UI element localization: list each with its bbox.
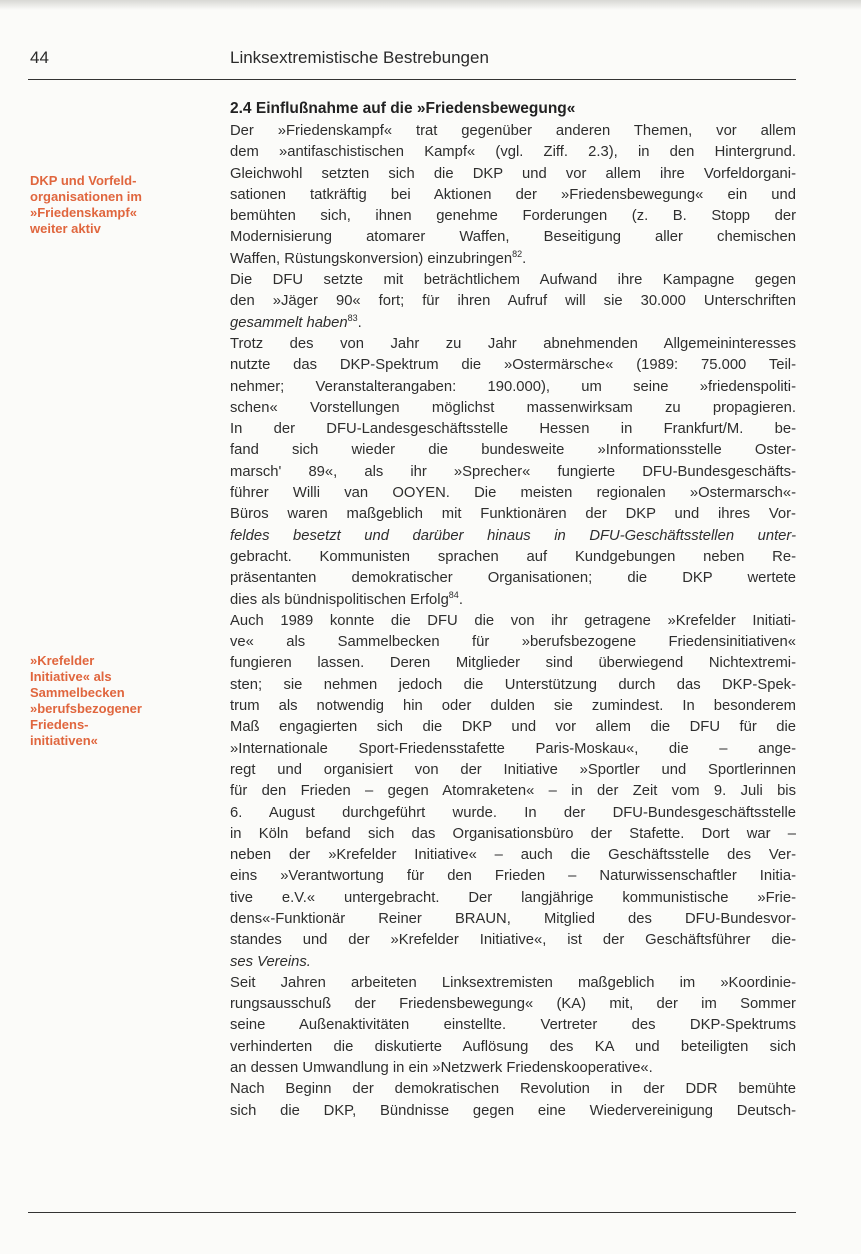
body-line bbox=[230, 185, 796, 206]
body-line bbox=[230, 227, 796, 248]
body-line-text: seine Außenaktivitäten einstellte. Vertreter des DKP-Spektrums bbox=[230, 1017, 796, 1034]
footnote-reference: 83 bbox=[347, 312, 358, 323]
margin-note-line: organisationen im bbox=[30, 189, 142, 204]
body-line-text: an dessen Umwandlung in ein »Netzwerk Friedenskooperative«. bbox=[230, 1060, 653, 1077]
body-line-text: feldes besetzt und darüber hinaus in DFU-Geschäftsstellen unter- bbox=[230, 527, 796, 544]
margin-note-line: initiativen« bbox=[30, 733, 98, 748]
body-line bbox=[230, 675, 796, 696]
body-line bbox=[230, 888, 796, 909]
body-line bbox=[230, 994, 796, 1015]
body-line-text: Gleichwohl setzten sich die DKP und vor allem ihre Vorfeldorgani- bbox=[230, 165, 796, 182]
body-line bbox=[230, 1015, 796, 1036]
body-line-text: führer Willi van OOYEN. Die meisten regionalen »Ostermarsch«- bbox=[230, 485, 796, 502]
margin-note-dkp-friedenskampf bbox=[30, 173, 205, 237]
body-line bbox=[230, 653, 796, 674]
margin-note-line: »Friedenskampf« bbox=[30, 205, 137, 220]
body-line-text: »Internationale Sport-Friedensstafette Paris-Moskau«, die – ange- bbox=[230, 740, 796, 757]
body-line bbox=[230, 206, 796, 227]
body-line-text: Waffen, Rüstungskonversion) einzubringen bbox=[230, 250, 513, 267]
body-line-text: In der DFU-Landesgeschäftsstelle Hessen in Frankfurt/M. be- bbox=[230, 421, 796, 438]
body-line-text: gesammelt haben bbox=[230, 314, 348, 331]
line-end-punctuation: . bbox=[458, 591, 463, 608]
body-line bbox=[230, 121, 796, 142]
body-line-text: bemühten sich, ihnen genehme Forderungen (z. B. Stopp der bbox=[230, 208, 796, 225]
body-line bbox=[230, 824, 796, 845]
body-line-text: tive e.V.« untergebracht. Der langjährige kommunistische »Frie- bbox=[230, 889, 796, 906]
body-line-text: regt und organisiert von der Initiative »Sportler und Sportlerinnen bbox=[230, 761, 796, 778]
body-line bbox=[230, 355, 796, 376]
body-line bbox=[230, 291, 796, 312]
body-line-text: fand sich wieder die bundesweite »Informationsstelle Oster- bbox=[230, 442, 796, 459]
body-line bbox=[230, 377, 796, 398]
body-line bbox=[230, 973, 796, 994]
body-line-text: neben der »Krefelder Initiative« – auch die Geschäftsstelle des Ver- bbox=[230, 847, 796, 864]
body-line bbox=[230, 164, 796, 185]
body-line-text: fungieren lassen. Deren Mitglieder sind überwiegend Nichtextremi- bbox=[230, 655, 796, 672]
body-line-text: gebracht. Kommunisten sprachen auf Kundgebungen neben Re- bbox=[230, 548, 796, 565]
body-line-text: rungsausschuß der Friedensbewegung« (KA) mit, der im Sommer bbox=[230, 996, 796, 1013]
margin-note-line: Initiative« als bbox=[30, 669, 112, 684]
footnote-reference: 82 bbox=[512, 248, 523, 259]
page-number: 44 bbox=[30, 48, 49, 67]
body-line-text: nutzte das DKP-Spektrum die »Ostermärsche« (1989: 75.000 Teil- bbox=[230, 357, 796, 374]
body-line-text: den »Jäger 90« fort; für ihren Aufruf will sie 30.000 Unterschriften bbox=[230, 293, 796, 310]
body-line-text: trum als notwendig hin oder dulden sie zumindest. In besonderem bbox=[230, 698, 796, 715]
footer-rule bbox=[28, 1212, 796, 1213]
margin-note-line: DKP und Vorfeld- bbox=[30, 173, 137, 188]
body-line-text: Büros waren maßgeblich mit Funktionären der DKP und ihres Vor- bbox=[230, 506, 796, 523]
margin-note-krefelder-initiative bbox=[30, 653, 205, 749]
body-line bbox=[230, 483, 796, 504]
body-text bbox=[230, 121, 796, 1122]
body-line-text: sten; sie nehmen jedoch die Unterstützung durch das DKP-Spek- bbox=[230, 676, 796, 693]
body-line bbox=[230, 249, 796, 270]
body-line-text: marsch' 89«, als ihr »Sprecher« fungierte DFU-Bundesgeschäfts- bbox=[230, 463, 796, 480]
body-line bbox=[230, 845, 796, 866]
body-line bbox=[230, 462, 796, 483]
body-line-text: 6. August durchgeführt wurde. In der DFU-Bundesgeschäftsstelle bbox=[230, 804, 796, 821]
body-line-text: Auch 1989 konnte die DFU die von ihr getragene »Krefelder Initiati- bbox=[230, 612, 796, 629]
body-line bbox=[230, 334, 796, 355]
body-line-text: dem »antifaschistischen Kampf« (vgl. Ziff. 2.3), in den Hintergrund. bbox=[230, 144, 796, 161]
running-title: Linksextremistische Bestrebungen bbox=[230, 48, 489, 67]
body-line-text: sationen tatkräftig bei Aktionen der »Friedensbewegung« ein und bbox=[230, 186, 796, 203]
body-line bbox=[230, 611, 796, 632]
body-line-text: sich die DKP, Bündnisse gegen eine Wiedervereinigung Deutsch- bbox=[230, 1102, 796, 1119]
body-line bbox=[230, 142, 796, 163]
margin-note-line: »berufsbezogener bbox=[30, 701, 142, 716]
section-heading: 2.4 Einflußnahme auf die »Friedensbewegung« bbox=[230, 100, 576, 117]
body-line bbox=[230, 1037, 796, 1058]
body-line-text: in Köln befand sich das Organisationsbüro der Stafette. Dort war – bbox=[230, 825, 796, 842]
body-line bbox=[230, 504, 796, 525]
line-end-punctuation: . bbox=[357, 314, 362, 331]
body-line bbox=[230, 547, 796, 568]
body-line bbox=[230, 419, 796, 440]
margin-note-line: »Krefelder bbox=[30, 653, 95, 668]
body-line-text: Trotz des von Jahr zu Jahr abnehmenden Allgemeininteresses bbox=[230, 335, 796, 352]
line-end-punctuation: . bbox=[522, 250, 527, 267]
body-line bbox=[230, 270, 796, 291]
header-rule bbox=[28, 79, 796, 80]
body-line bbox=[230, 313, 796, 334]
body-line bbox=[230, 590, 796, 611]
body-line-text: dies als bündnispolitischen Erfolg bbox=[230, 591, 449, 608]
body-line-text: ses Vereins. bbox=[230, 953, 311, 970]
body-line bbox=[230, 1101, 796, 1122]
body-line bbox=[230, 803, 796, 824]
body-line bbox=[230, 952, 796, 973]
scan-edge-shade bbox=[0, 0, 861, 10]
body-line-text: ve« als Sammelbecken für »berufsbezogene Friedensinitiativen« bbox=[230, 634, 796, 651]
body-line-text: Modernisierung atomarer Waffen, Beseitigung aller chemischen bbox=[230, 229, 796, 246]
body-line bbox=[230, 440, 796, 461]
body-line-text: standes und der »Krefelder Initiative«, ist der Geschäftsführer die- bbox=[230, 932, 796, 949]
margin-note-line: Friedens- bbox=[30, 717, 89, 732]
body-line-text: Der »Friedenskampf« trat gegenüber anderen Themen, vor allem bbox=[230, 123, 796, 139]
body-line-text: verhinderten die diskutierte Auflösung des KA und beteiligten sich bbox=[230, 1038, 796, 1055]
body-line bbox=[230, 696, 796, 717]
body-line bbox=[230, 760, 796, 781]
body-line-text: präsentanten demokratischer Organisationen; die DKP wertete bbox=[230, 570, 796, 587]
body-line bbox=[230, 739, 796, 760]
body-line bbox=[230, 632, 796, 653]
body-line bbox=[230, 1079, 796, 1100]
body-line bbox=[230, 909, 796, 930]
margin-note-line: weiter aktiv bbox=[30, 221, 101, 236]
body-line bbox=[230, 568, 796, 589]
main-text-column bbox=[230, 97, 796, 1122]
footnote-reference: 84 bbox=[448, 589, 459, 600]
body-line-text: Nach Beginn der demokratischen Revolution in der DDR bemühte bbox=[230, 1081, 796, 1098]
body-line-text: Seit Jahren arbeiteten Linksextremisten maßgeblich im »Koordinie- bbox=[230, 974, 796, 991]
body-line bbox=[230, 526, 796, 547]
body-line-text: Maß engagierten sich die DKP und vor allem die DFU für die bbox=[230, 719, 796, 736]
body-line-text: dens«-Funktionär Reiner BRAUN, Mitglied des DFU-Bundesvor- bbox=[230, 910, 796, 927]
body-line-text: eins »Verantwortung für den Frieden – Naturwissenschaftler Initia- bbox=[230, 868, 796, 885]
body-line-text: Die DFU setzte mit beträchtlichem Aufwand ihre Kampagne gegen bbox=[230, 272, 796, 289]
margin-note-line: Sammelbecken bbox=[30, 685, 125, 700]
body-line bbox=[230, 717, 796, 738]
body-line-text: schen« Vorstellungen möglichst massenwirksam zu propagieren. bbox=[230, 399, 796, 416]
body-line-text: nehmer; Veranstalterangaben: 190.000), um seine »friedenspoliti- bbox=[230, 378, 796, 395]
body-line bbox=[230, 781, 796, 802]
body-line bbox=[230, 866, 796, 887]
body-line bbox=[230, 398, 796, 419]
body-line bbox=[230, 930, 796, 951]
body-line-text: für den Frieden – gegen Atomraketen« – in der Zeit vom 9. Juli bis bbox=[230, 783, 796, 800]
body-line bbox=[230, 1058, 796, 1079]
